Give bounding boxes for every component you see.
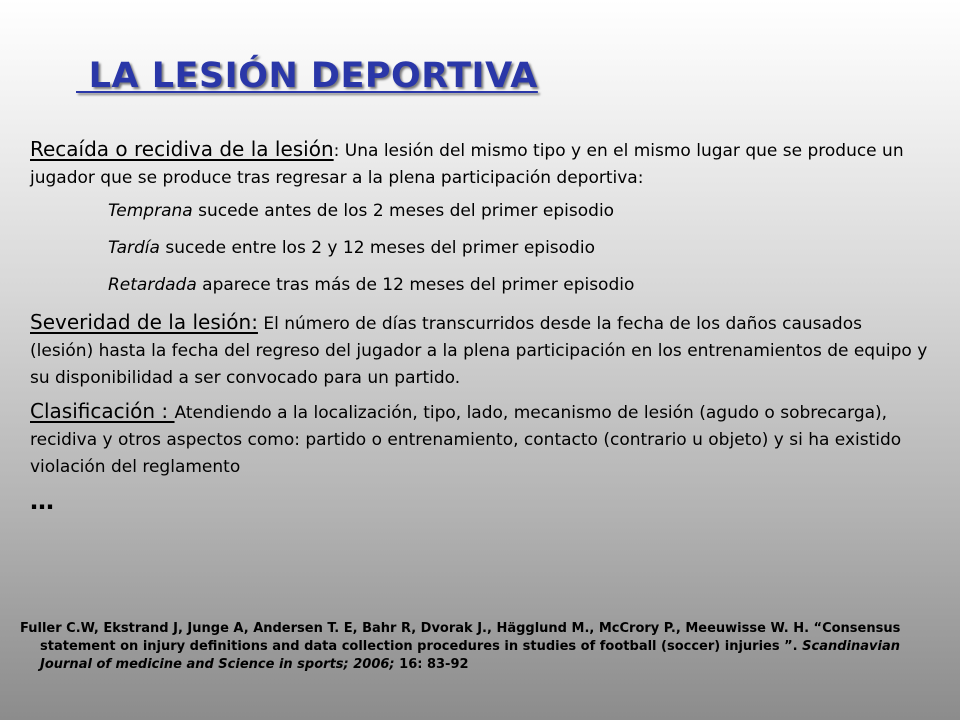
- recaida-separator: :: [333, 141, 345, 161]
- slide-body: [30, 136, 930, 515]
- recaida-item-label: Retardada: [108, 275, 197, 295]
- recaida-item-label: Temprana: [108, 201, 193, 221]
- reference-journal: Scandinavian Journal of medicine and Science in sports; 2006;: [40, 639, 900, 672]
- clasificacion-term: Clasificación :: [30, 399, 175, 423]
- recaida-item-text: aparece tras más de 12 meses del primer episodio: [196, 275, 635, 295]
- slide-title: LA LESIÓN DEPORTIVA: [76, 56, 538, 96]
- recaida-item-text: sucede entre los 2 y 12 meses del primer episodio: [159, 238, 595, 258]
- recaida-item-label: Tardía: [108, 238, 160, 258]
- recaida-item-retardada: [30, 272, 930, 299]
- recaida-item-text: sucede antes de los 2 meses del primer episodio: [192, 201, 615, 221]
- recaida-text: Una lesión del mismo tipo y en el mismo lugar que se produce un jugador que se produce tras regresar a la plena participación deportiva:: [30, 141, 904, 188]
- severidad-text: El número de días transcurridos desde la fecha de los daños causados (lesión) hasta la fecha del regreso del jugador a la plena participación en los entrenamientos de equipo y su disponibilidad a ser convocado para un partido.: [30, 314, 928, 388]
- recaida-term: Recaída o recidiva de la lesión: [30, 137, 334, 161]
- reference-citation: [20, 620, 940, 674]
- reference-pages: 16: 83-92: [394, 657, 469, 672]
- severidad-paragraph: [30, 309, 930, 392]
- clasificacion-text: Atendiendo a la localización, tipo, lado, mecanismo de lesión (agudo o sobrecarga), recidiva y otros aspectos como: partido o entrenamiento, contacto (contrario u objeto) y si ha existido violación del reglamento: [30, 403, 902, 477]
- severidad-term: Severidad de la lesión:: [30, 310, 258, 334]
- recaida-paragraph: [30, 136, 930, 192]
- reference-authors: Fuller C.W, Ekstrand J, Junge A, Andersen T. E, Bahr R, Dvorak J., Hägglund M., McCrory P., Meeuwisse W. H. “Consensus statement on injury definitions and data collection procedures in studies of football (soccer) injuries ”.: [20, 621, 901, 654]
- recaida-item-temprana: [30, 198, 930, 225]
- clasificacion-paragraph: [30, 398, 930, 481]
- continuation-ellipsis: …: [30, 487, 54, 515]
- recaida-item-tardia: [30, 235, 930, 262]
